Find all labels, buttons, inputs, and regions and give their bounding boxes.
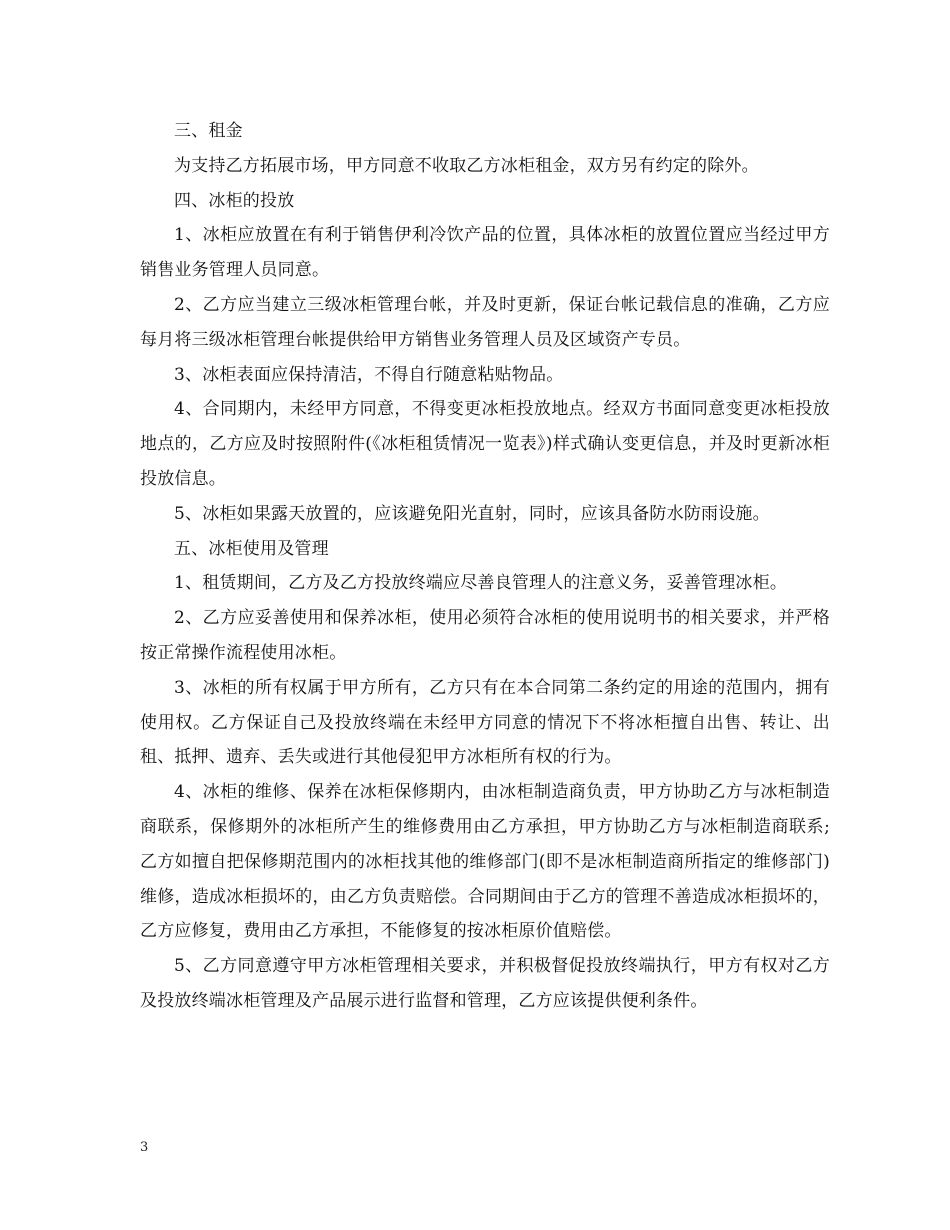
paragraph: 1、冰柜应放置在有利于销售伊利冷饮产品的位置，具体冰柜的放置位置应当经过甲方销售业务管理人员同意。 [140, 225, 830, 281]
paragraph: 3、冰柜的所有权属于甲方所有，乙方只有在本合同第二条约定的用途的范围内，拥有使用权。乙方保证自己及投放终端在未经甲方同意的情况下不将冰柜擅自出售、转让、出租、抵押、遗弃、丢失或进行其他侵犯甲方冰柜所有权的行为。 [140, 677, 830, 768]
section-heading-usage: 五、冰柜使用及管理 [174, 538, 329, 559]
paragraph: 3、冰柜表面应保持清洁，不得自行随意粘贴物品。 [174, 364, 564, 385]
paragraph: 2、乙方应当建立三级冰柜管理台帐，并及时更新，保证台帐记载信息的准确，乙方应每月将三级冰柜管理台帐提供给甲方销售业务管理人员及区域资产专员。 [140, 294, 830, 350]
paragraph: 4、合同期内，未经甲方同意，不得变更冰柜投放地点。经双方书面同意变更冰柜投放地点的，乙方应及时按照附件(《冰柜租赁情况一览表》)样式确认变更信息，并及时更新冰柜投放信息。 [140, 399, 830, 489]
paragraph: 5、乙方同意遵守甲方冰柜管理相关要求，并积极督促投放终端执行，甲方有权对乙方及投放终端冰柜管理及产品展示进行监督和管理，乙方应该提供便利条件。 [140, 956, 830, 1011]
section-heading-placement: 四、冰柜的投放 [174, 190, 295, 211]
paragraph: 为支持乙方拓展市场，甲方同意不收取乙方冰柜租金，双方另有约定的除外。 [174, 155, 759, 176]
paragraph: 2、乙方应妥善使用和保养冰柜，使用必须符合冰柜的使用说明书的相关要求，并严格按正常操作流程使用冰柜。 [140, 608, 830, 663]
section-heading-rent: 三、租金 [174, 121, 243, 141]
document-body [140, 114, 830, 1019]
paragraph: 5、冰柜如果露天放置的，应该避免阳光直射，同时，应该具备防水防雨设施。 [174, 503, 770, 524]
paragraph: 1、租赁期间，乙方及乙方投放终端应尽善良管理人的注意义务，妥善管理冰柜。 [174, 573, 788, 594]
paragraph: 4、冰柜的维修、保养在冰柜保修期内，由冰柜制造商负责，甲方协助乙方与冰柜制造商联系，保修期外的冰柜所产生的维修费用由乙方承担，甲方协助乙方与冰柜制造商联系;乙方如擅自把保修期范围内的冰柜找其他的维修部门(即不是冰柜制造商所指定的维修部门)维修，造成冰柜损坏的，由乙方负责赔偿。合同期间由于乙方的管理不善造成冰柜损坏的，乙方应修复，费用由乙方承担，不能修复的按冰柜原价值赔偿。 [140, 782, 830, 942]
page-number: 3 [140, 1140, 149, 1155]
